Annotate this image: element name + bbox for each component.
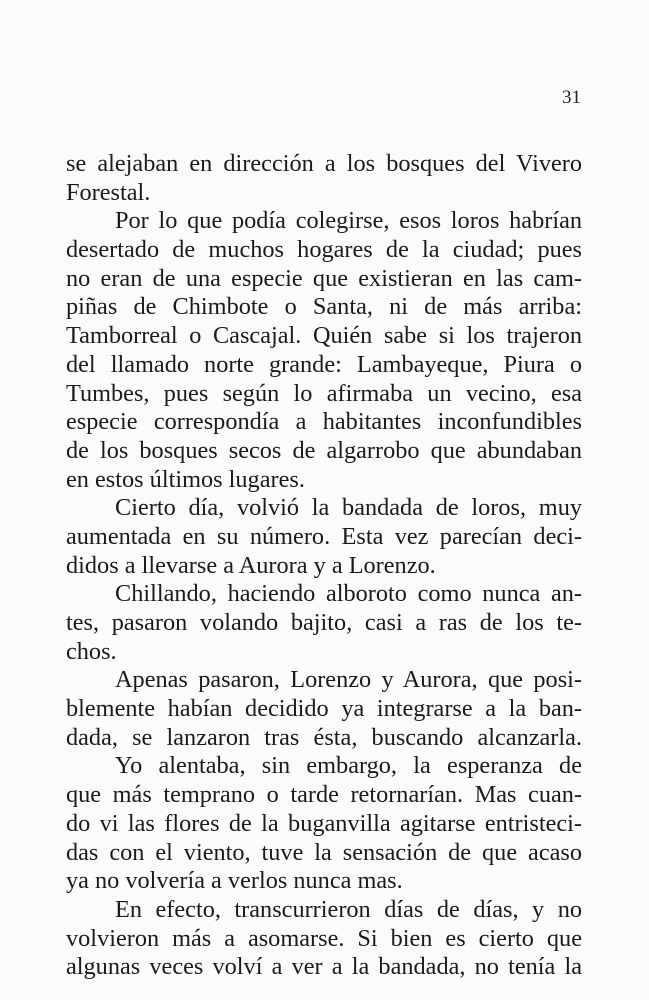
text-line: dada, se lanzaron tras ésta, buscando alcanzarla. [66, 723, 582, 751]
text-line: do vi las flores de la buganvilla agitarse entristeci- [66, 809, 582, 837]
text-line: didos a llevarse a Aurora y a Lorenzo. [66, 551, 436, 579]
text-line: del llamado norte grande: Lambayeque, Piura o [66, 350, 582, 378]
text-line: Chillando, haciendo alboroto como nunca an- [115, 580, 582, 608]
text-line: aumentada en su número. Esta vez parecían deci- [66, 522, 582, 550]
text-line: tes, pasaron volando bajito, casi a ras de los te- [66, 609, 582, 636]
text-line: chos. [66, 637, 117, 665]
text-line: de los bosques secos de algarrobo que abundaban [66, 436, 582, 464]
text-line: Forestal. [66, 178, 151, 206]
text-line: Apenas pasaron, Lorenzo y Aurora, que posi- [115, 666, 582, 694]
text-line: das con el viento, tuve la sensación de que acaso [66, 838, 582, 866]
text-line: Tamborreal o Cascajal. Quién sabe si los trajeron [66, 322, 582, 350]
text-line: ya no volvería a verlos nunca mas. [66, 867, 403, 895]
page-number: 31 [562, 87, 581, 108]
text-line: volvieron más a asomarse. Si bien es cierto que [66, 924, 582, 952]
text-line: se alejaban en dirección a los bosques del Vivero [66, 150, 582, 177]
text-line: especie correspondía a habitantes inconfundibles [66, 408, 582, 436]
text-line: piñas de Chimbote o Santa, ni de más arriba: [66, 293, 582, 321]
text-line: algunas veces volví a ver a la bandada, no tenía la [66, 953, 582, 981]
text-line: Tumbes, pues según lo afirmaba un vecino, esa [66, 379, 582, 407]
text-line: En efecto, transcurrieron días de días, y no [115, 895, 582, 923]
text-line: Por lo que podía colegirse, esos loros habrían [115, 207, 582, 235]
text-line: blemente habían decidido ya integrarse a la ban- [66, 695, 582, 723]
text-line: en estos últimos lugares. [66, 465, 305, 493]
body-text [66, 150, 582, 982]
text-line: que más temprano o tarde retornarían. Mas cuan- [66, 781, 582, 809]
text-line: no eran de una especie que existieran en las cam- [66, 264, 582, 292]
text-line: desertado de muchos hogares de la ciudad; pues [66, 236, 582, 264]
text-line: Cierto día, volvió la bandada de loros, muy [115, 494, 582, 522]
text-line: Yo alentaba, sin embargo, la esperanza de [115, 752, 582, 780]
